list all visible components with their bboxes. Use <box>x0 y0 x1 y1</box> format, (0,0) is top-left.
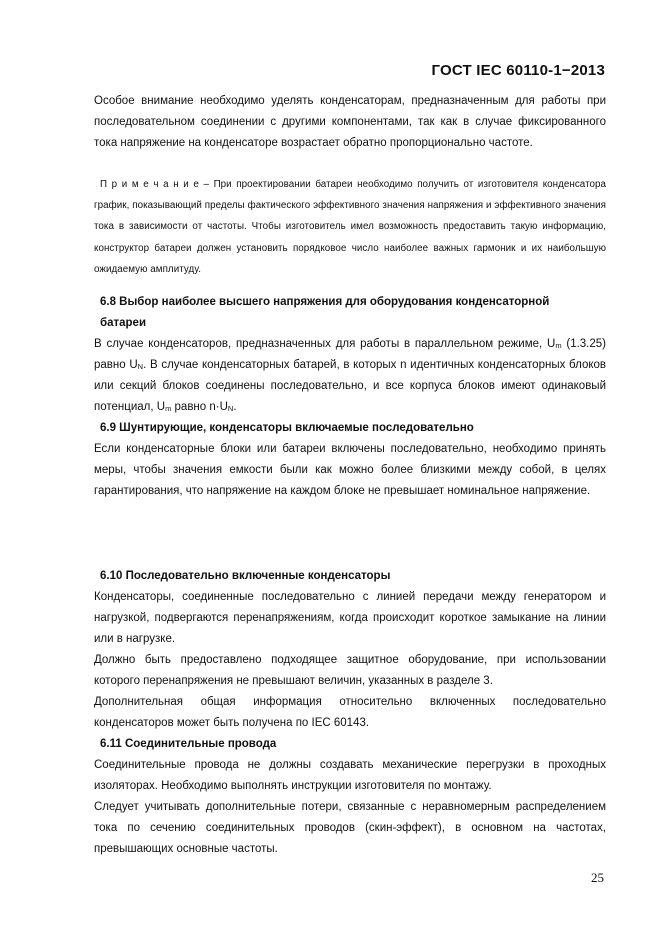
intro-section <box>94 91 606 154</box>
text-run: . <box>233 401 237 413</box>
section-6-8-heading-line1: 6.8 Выбор наиболее высшего напряжения для оборудования конденсаторной <box>100 296 550 308</box>
section-6-10-heading-text: 6.10 Последовательно включенные конденсаторы <box>100 570 391 582</box>
text-run: . В случае конденсаторных батарей, в которых n идентичных конденсаторных блоков или секций блоков соединены последовательно, и все корпуса блоков имеют одинаковый потенциал, U <box>94 359 606 413</box>
note-label: П р и м е ч а н и е <box>100 179 199 190</box>
note-text: При проектировании батареи необходимо получить от изготовителя конденсатора график, показывающий пределы фактического эффективного значения напряжения и эффективного значения тока в зависимости от частоты. Чтобы изготовитель имел возможность предоставить такую информацию, конструктор батареи должен установить порядковое число наиболее важных гармоник и их наибольшую ожидаемую амплитуду. <box>94 179 606 275</box>
section-6-9-heading-text: 6.9 Шунтирующие, конденсаторы включаемые последовательно <box>100 422 474 434</box>
section-6-9-paragraph: Если конденсаторные блоки или батареи включены последовательно, необходимо принять меры, чтобы значения емкости были как можно более близкими между собой, в целях гарантирования, что напряжение на каждом блоке не превышает номинальное напряжение. <box>94 443 606 497</box>
section-6-11-heading-text: 6.11 Соединительные провода <box>100 738 277 750</box>
note-paragraph <box>94 174 606 280</box>
section-6-8-heading <box>94 292 606 334</box>
section-6-10-heading <box>94 566 606 587</box>
section-6-8 <box>94 292 606 418</box>
subscript: N <box>227 404 234 413</box>
page-number: 25 <box>591 870 604 885</box>
note-block <box>94 174 606 280</box>
subscript: N <box>137 362 144 371</box>
section-6-8-paragraph <box>94 334 606 418</box>
section-6-11 <box>94 734 606 860</box>
section-6-8-heading-line2: батареи <box>100 317 147 329</box>
note-dash: – <box>198 179 214 190</box>
section-6-10 <box>94 566 606 734</box>
section-6-10-paragraph-3: Дополнительная общая информация относительно включенных последовательно конденсаторов может быть получена по IEC 60143. <box>94 696 606 729</box>
intro-paragraph: Особое внимание необходимо уделять конденсаторам, предназначенным для работы при последовательном соединении с другими компонентами, так как в случае фиксированного тока напряжение на конденсаторе возрастает обратно пропорционально частоте. <box>94 95 606 149</box>
text-run: В случае конденсаторов, предназначенных для работы в параллельном режиме, U <box>94 338 556 350</box>
text-run: (1.3.25) равно U <box>94 338 606 371</box>
subscript: m <box>165 404 172 413</box>
document-id-header: ГОСТ IEC 60110-1−2013 <box>431 62 605 79</box>
section-6-11-heading <box>94 734 606 755</box>
section-6-10-paragraph-2: Должно быть предоставлено подходящее защитное оборудование, при использовании которого перенапряжения не превышают величин, указанных в разделе 3. <box>94 654 606 687</box>
text-run: равно n·U <box>171 401 228 413</box>
section-6-9-heading <box>94 418 606 439</box>
section-6-9 <box>94 418 606 502</box>
section-6-11-paragraph-1: Соединительные провода не должны создавать механические перегрузки в проходных изоляторах. Необходимо выполнять инструкции изготовителя по монтажу. <box>94 759 606 792</box>
section-6-10-paragraph-1: Конденсаторы, соединенные последовательно с линией передачи между генератором и нагрузкой, подвергаются перенапряжениям, когда происходит короткое замыкание на линии или в нагрузке. <box>94 591 606 645</box>
section-6-11-paragraph-2: Следует учитывать дополнительные потери, связанные с неравномерным распределением тока по сечению соединительных проводов (скин-эффект), в основном на частотах, превышающих основные частоты. <box>94 801 606 855</box>
subscript: m <box>555 341 562 350</box>
